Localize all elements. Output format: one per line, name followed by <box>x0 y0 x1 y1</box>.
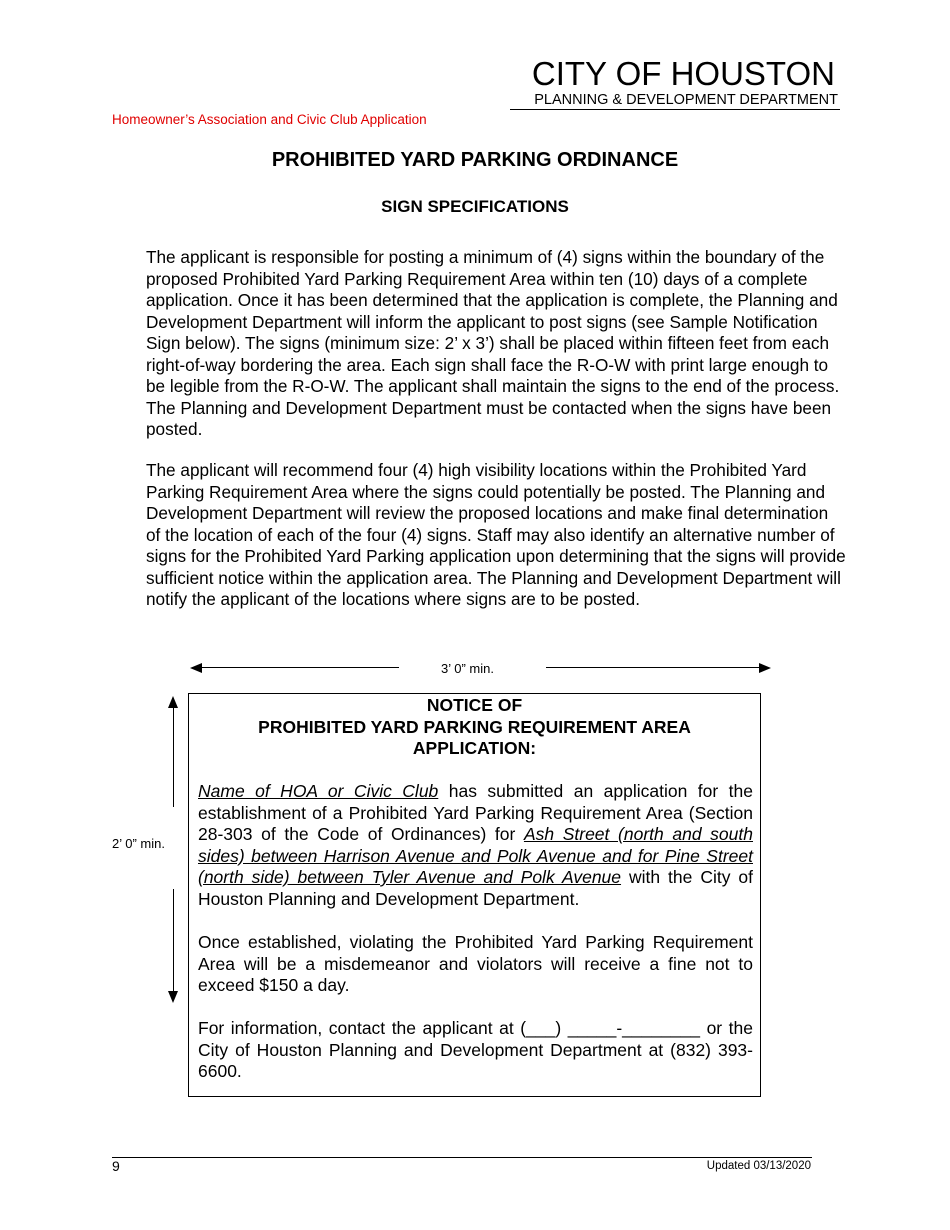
department-name: PLANNING & DEVELOPMENT DEPARTMENT <box>534 92 838 108</box>
notice-title-line-1: NOTICE OF <box>426 695 523 715</box>
notice-paragraph-1-text-b: with the City of Houston Planning and Development Department. <box>198 867 753 909</box>
updated-date: Updated 03/13/2020 <box>706 1160 811 1172</box>
instructions-paragraph-2: The applicant will recommend four (4) high visibility locations within the Prohibited Yard Parking Requirement Area where the signs could potentially be posted. The Planning and Development Department will review the proposed locations and make final determination of the location of each of the four (4) signs. Staff may also identify an alternative number of signs for the Prohibited Yard Parking application upon determining that the signs will provide sufficient notice within the application area. The Planning and Development Department will notify the applicant of the locations where signs are to be posted. <box>146 460 846 609</box>
arrow-right-icon <box>759 663 771 673</box>
document-title: PROHIBITED YARD PARKING ORDINANCE <box>271 149 679 171</box>
notice-title-line-3: APPLICATION: <box>412 738 537 758</box>
notice-paragraph-2: Once established, violating the Prohibited Yard Parking Requirement Area will be a misdemeanor and violators will receive a fine not to exceed $150 a day. <box>198 932 753 995</box>
hoa-name-placeholder: Name of HOA or Civic Club <box>198 781 439 801</box>
notice-paragraph-3 <box>198 1018 753 1083</box>
document-subtitle: SIGN SPECIFICATIONS <box>381 197 569 216</box>
location-placeholder: Ash Street (north and south sides) between Harrison Avenue and Polk Avenue and for Pine Street (north side) between Tyler Avenue and Polk Avenue <box>198 824 753 887</box>
width-dimension-line-left <box>200 667 399 668</box>
contact-text-a: For information, contact the applicant at ( <box>198 1018 527 1038</box>
footer-divider <box>112 1157 812 1158</box>
width-dimension-line-right <box>546 667 761 668</box>
height-dimension-line-bottom <box>173 889 174 993</box>
header-divider <box>510 109 840 110</box>
contact-text-b: ) <box>555 1018 568 1038</box>
notice-title <box>189 695 760 760</box>
contact-text-c: or the City of Houston Planning and Development Department at (832) 393-6600. <box>198 1018 753 1081</box>
sample-notification-sign <box>188 693 761 1097</box>
phone-number-blank: _____-________ <box>567 1018 701 1038</box>
height-dimension-line-top <box>173 706 174 807</box>
width-dimension-label: 3’ 0” min. <box>441 661 494 676</box>
page-number: 9 <box>112 1158 120 1174</box>
arrow-down-icon <box>168 991 178 1003</box>
notice-paragraph-1 <box>198 781 753 910</box>
city-title: CITY OF HOUSTON <box>531 55 835 92</box>
notice-paragraph-1-text-a: has submitted an application for the establishment of a Prohibited Yard Parking Requirement Area (Section 28-303 of the Code of Ordinances) for <box>198 781 753 844</box>
area-code-blank: ___ <box>526 1018 556 1038</box>
notice-title-line-2: PROHIBITED YARD PARKING REQUIREMENT AREA <box>258 716 691 737</box>
instructions-paragraph-1: The applicant is responsible for posting a minimum of (4) signs within the boundary of the proposed Prohibited Yard Parking Requirement Area within ten (10) days of a complete application. Once it has been determined that the application is complete, the Planning and Development Department will inform the applicant to post signs (see Sample Notification Sign below). The signs (minimum size: 2’ x 3’) shall be placed within fifteen feet from each right-of-way bordering the area. Each sign shall face the R-O-W with print large enough to be legible from the R-O-W. The applicant shall maintain the signs to the end of the process. The Planning and Development Department must be contacted when the signs have been posted. <box>146 247 840 439</box>
application-label: Homeowner’s Association and Civic Club Application <box>112 112 427 127</box>
arrow-left-icon <box>190 663 202 673</box>
height-dimension-label: 2’ 0” min. <box>112 836 165 851</box>
